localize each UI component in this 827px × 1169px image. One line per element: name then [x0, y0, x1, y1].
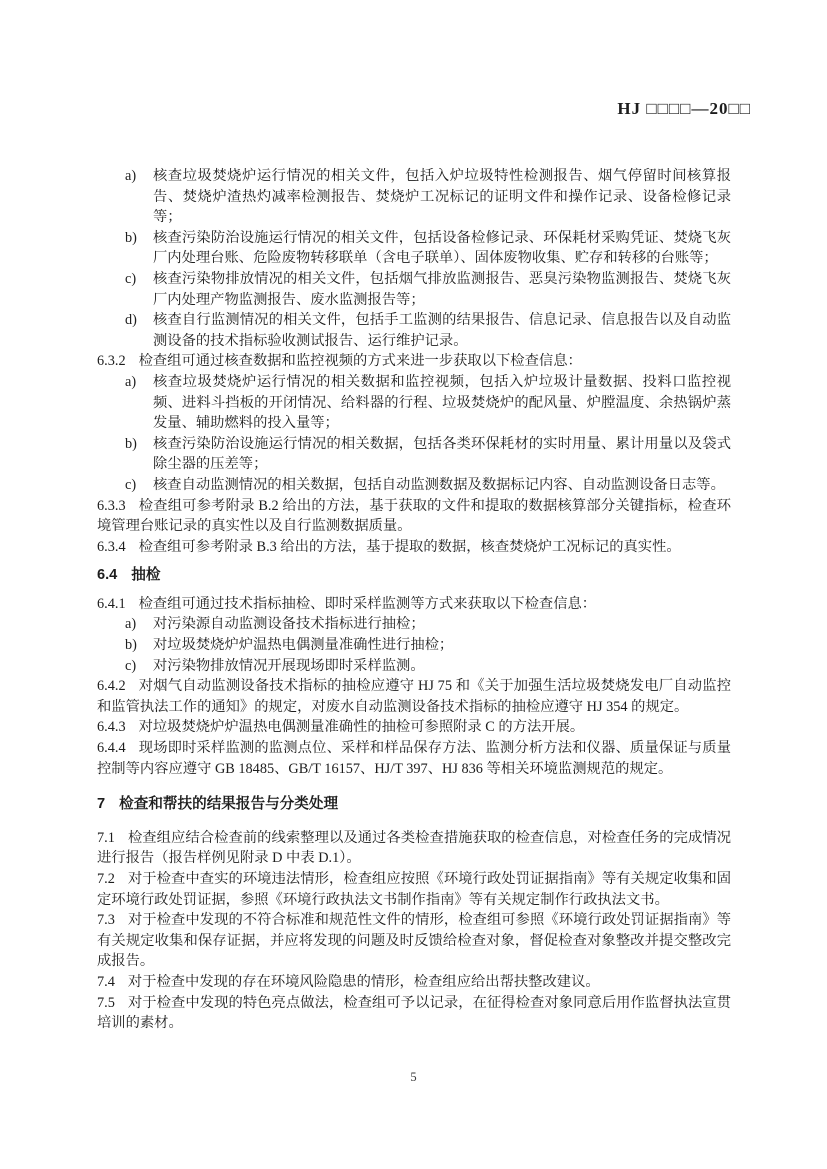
list-item-text: 对垃圾焚烧炉炉温热电偶测量准确性进行抽检； [153, 637, 454, 654]
clause-text: 检查组可通过核查数据和监控视频的方式来进一步获取以下检查信息： [138, 353, 582, 370]
clause-6-4-4 [97, 738, 731, 779]
clause-number: 7.3 [97, 912, 115, 929]
clause-text: 检查组可通过技术指标抽检、即时采样监测等方式来获取以下检查信息： [138, 595, 597, 612]
list-item-label: b) [125, 435, 137, 452]
list-item [97, 310, 731, 351]
list-item-text: 核查垃圾焚烧炉运行情况的相关数据和监控视频，包括入炉垃圾计量数据、投料口监控视频、进料斗挡板的开闭情况、给料器的行程、垃圾焚烧炉的配风量、炉膛温度、余热锅炉蒸发量、辅助燃料的投入量等； [153, 373, 731, 432]
list-item [97, 434, 731, 475]
clause-text: 对于检查中发现的不符合标准和规范性文件的情形，检查组可参照《环境行政处罚证据指南》等有关规定收集和保存证据，并应将发现的问题及时反馈给检查对象，督促检查对象整改并提交整改完成报告。 [97, 912, 731, 970]
list-item-label: a) [125, 616, 137, 633]
clause-7-5 [97, 993, 731, 1034]
list-item [97, 635, 731, 656]
list-item-label: d) [125, 312, 137, 329]
list-item [97, 614, 731, 635]
list-item-text: 核查垃圾焚烧炉运行情况的相关文件，包括入炉垃圾特性检测报告、烟气停留时间核算报告、焚烧炉渣热灼减率检测报告、焚烧炉工况标记的证明文件和操作记录、设备检修记录等； [153, 168, 731, 226]
list-item-text: 对污染源自动监测设备技术指标进行抽检； [153, 616, 425, 633]
clause-7-4 [97, 972, 731, 993]
list-item [97, 166, 731, 228]
clause-text: 检查组可参考附录 B.2 给出的方法，基于获取的文件和提取的数据核算部分关键指标，检查环境管理台账记录的真实性以及自行监测数据质量。 [97, 497, 731, 535]
clause-7-3 [97, 910, 731, 972]
clause-number: 6.4.1 [97, 595, 126, 612]
clause-number: 6.3.2 [97, 353, 126, 370]
list-item [97, 269, 731, 310]
list-item-text: 核查污染防治设施运行情况的相关文件，包括设备检修记录、环保耗材采购凭证、焚烧飞灰厂内处理台账、危险废物转移联单（含电子联单）、固体废物收集、贮存和转移的台账等； [153, 229, 731, 267]
heading-number: 6.4 [97, 567, 118, 584]
clause-6-3-4 [97, 537, 731, 558]
clause-text: 检查组应结合检查前的线索整理以及通过各类检查措施获取的检查信息，对检查任务的完成情况进行报告（报告样例见附录 D 中表 D.1）。 [97, 829, 731, 867]
clause-6-4-2 [97, 676, 731, 717]
heading-number: 7 [97, 796, 106, 813]
clause-text: 对于检查中发现的特色亮点做法，检查组可予以记录，在征得检查对象同意后用作监督执法宣贯培训的素材。 [97, 994, 731, 1032]
list-item [97, 372, 731, 434]
clause-6-3-3 [97, 496, 731, 537]
list-item-label: c) [125, 657, 137, 674]
document-body [97, 166, 731, 1034]
clause-text: 对于检查中查实的环境违法情形，检查组应按照《环境行政处罚证据指南》等有关规定收集和固定环境行政处罚证据，参照《环境行政执法文书制作指南》等有关规定制作行政执法文书。 [97, 871, 731, 908]
list-item [97, 475, 731, 496]
list-item-label: b) [125, 229, 137, 246]
clause-number: 7.4 [97, 973, 115, 990]
clause-7-2 [97, 869, 731, 910]
clause-number: 6.4.4 [97, 740, 126, 757]
clause-text: 现场即时采样监测的监测点位、采样和样品保存方法、监测分析方法和仪器、质量保证与质量控制等内容应遵守 GB 18485、GB/T 16157、HJ/T 397、HJ 836 等相关环境监测规范的规定。 [97, 740, 731, 777]
clause-text: 检查组可参考附录 B.3 给出的方法，基于提取的数据，核查焚烧炉工况标记的真实性。 [138, 538, 681, 555]
clause-6-4-1 [97, 594, 731, 615]
list-item-label: a) [125, 373, 137, 390]
heading-title: 检查和帮扶的结果报告与分类处理 [119, 796, 339, 813]
clause-number: 7.1 [97, 829, 115, 846]
doc-number-header: HJ □□□□—20□□ [617, 99, 751, 118]
clause-number: 7.2 [97, 871, 115, 887]
clause-text: 对垃圾焚烧炉炉温热电偶测量准确性的抽检可参照附录 C 的方法开展。 [138, 719, 585, 736]
section-heading-7 [97, 794, 731, 815]
clause-7-1 [97, 828, 731, 869]
clause-text: 对烟气自动监测设备技术指标的抽检应遵守 HJ 75 和《关于加强生活垃圾焚烧发电厂自动监控和监管执法工作的通知》的规定，对废水自动监测设备技术指标的抽检应遵守 HJ 354 的规定。 [97, 678, 731, 715]
list-item-text: 核查自动监测情况的相关数据，包括自动监测数据及数据标记内容、自动监测设备日志等。 [153, 476, 725, 493]
clause-6-3-2 [97, 351, 731, 372]
list-item [97, 656, 731, 677]
clause-number: 6.3.4 [97, 538, 126, 555]
list-item-label: c) [125, 270, 137, 287]
clause-number: 6.4.3 [97, 719, 126, 736]
clause-number: 7.5 [97, 994, 115, 1011]
list-item-label: b) [125, 637, 137, 654]
list-item-label: c) [125, 476, 137, 493]
list-item-text: 核查污染防治设施运行情况的相关数据，包括各类环保耗材的实时用量、累计用量以及袋式除尘器的压差等； [153, 435, 731, 473]
heading-title: 抽检 [131, 567, 161, 584]
clause-number: 6.4.2 [97, 678, 126, 695]
section-heading-6-4 [97, 565, 731, 586]
list-item-label: a) [125, 168, 137, 184]
list-item-text: 核查污染物排放情况的相关文件，包括烟气排放监测报告、恶臭污染物监测报告、焚烧飞灰厂内处理产物监测报告、废水监测报告等； [153, 270, 731, 308]
list-item [97, 228, 731, 269]
clause-6-4-3 [97, 717, 731, 738]
clause-text: 对于检查中发现的存在环境风险隐患的情形，检查组应给出帮扶整改建议。 [127, 973, 600, 990]
list-item-text: 核查自行监测情况的相关文件，包括手工监测的结果报告、信息记录、信息报告以及自动监测设备的技术指标验收测试报告、运行维护记录。 [153, 312, 731, 349]
page-number: 5 [410, 1070, 417, 1084]
list-item-text: 对污染物排放情况开展现场即时采样监测。 [153, 657, 425, 674]
clause-number: 6.3.3 [97, 497, 126, 514]
